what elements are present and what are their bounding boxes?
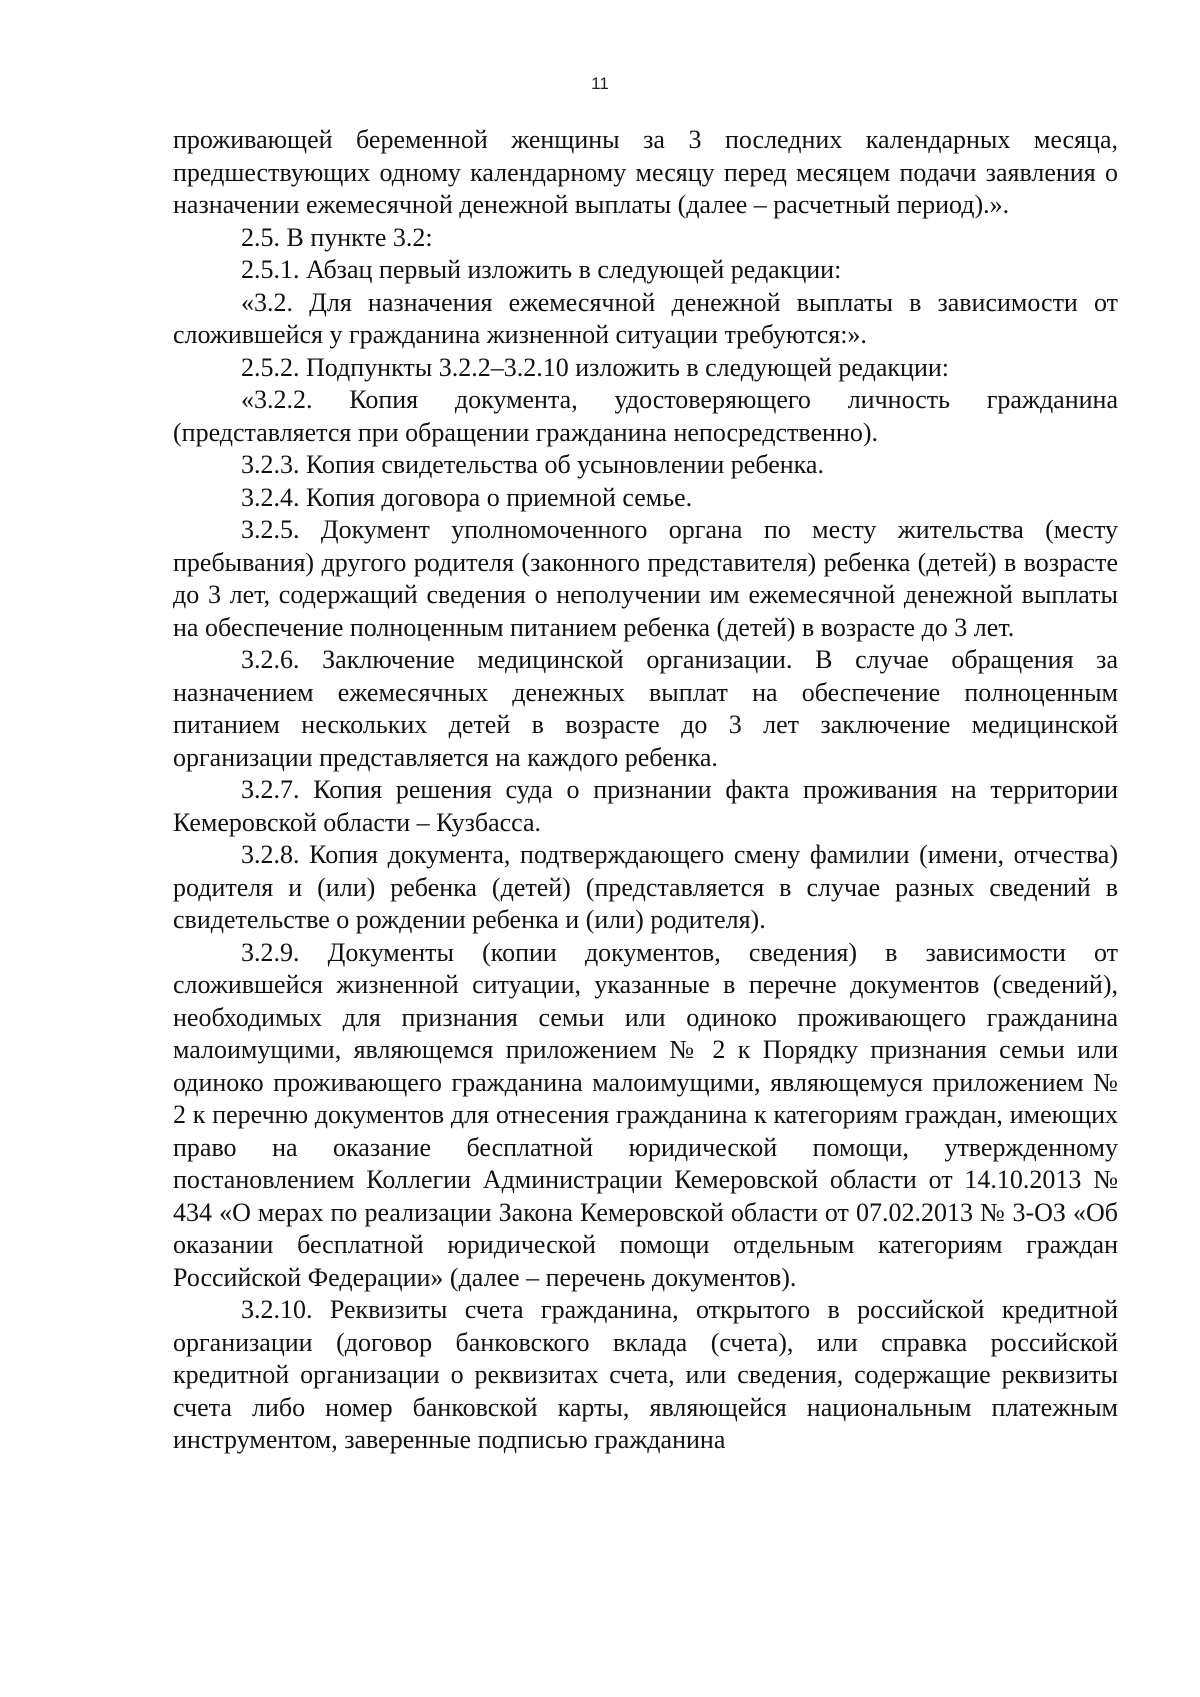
paragraph-item-2-5-2: 2.5.2. Подпункты 3.2.2–3.2.10 изложить в следующей редакции: — [241, 352, 949, 382]
page-number: 11 — [591, 74, 609, 93]
paragraph-item-3-2-5: 3.2.5. Документ уполномоченного органа по месту жительства (месту пребывания) другого родителя (законного представителя) ребенка (детей) в возрасте до 3 лет, содержащий сведения о неполучении им ежемесячной денежной выплаты на обеспечение полноценным питанием ребенка (детей) в возрасте до 3 лет. — [173, 515, 1118, 642]
paragraph-item-3-2-quote: «3.2. Для назначения ежемесячной денежной выплаты в зависимости от сложившейся у гражданина жизненной ситуации требуются:». — [173, 287, 1118, 349]
paragraph-item-2-5-1: 2.5.1. Абзац первый изложить в следующей редакции: — [241, 255, 842, 284]
paragraph-item-3-2-2: «3.2.2. Копия документа, удостоверяющего личность гражданина (представляется при обращении гражданина непосредственно). — [173, 385, 1118, 447]
paragraph-continuation: проживающей беременной женщины за 3 последних календарных месяца, предшествующих одному календарному месяцу перед месяцем подачи заявления о назначении ежемесячной денежной выплаты (далее – расчетный период).». — [173, 125, 1118, 219]
paragraph-item-3-2-9: 3.2.9. Документы (копии документов, сведения) в зависимости от сложившейся жизненной ситуации, указанные в перечне документов (сведений), необходимых для признания семьи или одиноко проживающего гражданина малоимущими, являющемся приложением № 2 к Порядку признания семьи или одиноко проживающего гражданина малоимущими, являющемуся приложением № 2 к перечню документов для отнесения гражданина к категориям граждан, имеющих право на оказание бесплатной юридической помощи, утвержденному постановлением Коллегии Администрации Кемеровской области от 14.10.2013 № 434 «О мерах по реализации Закона Кемеровской области от 07.02.2013 № 3-ОЗ «Об оказании бесплатной юридической помощи отдельным категориям граждан Российской Федерации» (далее – перечень документов). — [173, 937, 1118, 1292]
paragraph-item-3-2-7: 3.2.7. Копия решения суда о признании факта проживания на территории Кемеровской области – Кузбасса. — [173, 775, 1118, 837]
paragraph-item-3-2-8: 3.2.8. Копия документа, подтверждающего смену фамилии (имени, отчества) родителя и (или) ребенка (детей) (представляется в случае разных сведений в свидетельстве о рождении ребенка и (или) родителя). — [173, 840, 1118, 934]
paragraph-item-2-5: 2.5. В пункте 3.2: — [241, 222, 433, 252]
paragraph-item-3-2-3: 3.2.3. Копия свидетельства об усыновлении ребенка. — [241, 450, 824, 479]
paragraph-item-3-2-6: 3.2.6. Заключение медицинской организации. В случае обращения за назначением ежемесячных денежных выплат на обеспечение полноценным питанием нескольких детей в возрасте до 3 лет заключение медицинской организации представляется на каждого ребенка. — [173, 645, 1118, 772]
paragraph-item-3-2-10: 3.2.10. Реквизиты счета гражданина, открытого в российской кредитной организации (договор банковского вклада (счета), или справка российской кредитной организации о реквизитах счета, или сведения, содержащие реквизиты счета либо номер банковской карты, являющейся национальным платежным инструментом, заверенные подписью гражданина — [173, 1295, 1118, 1454]
document-body — [173, 124, 1118, 1457]
paragraph-item-3-2-4: 3.2.4. Копия договора о приемной семье. — [241, 482, 693, 512]
